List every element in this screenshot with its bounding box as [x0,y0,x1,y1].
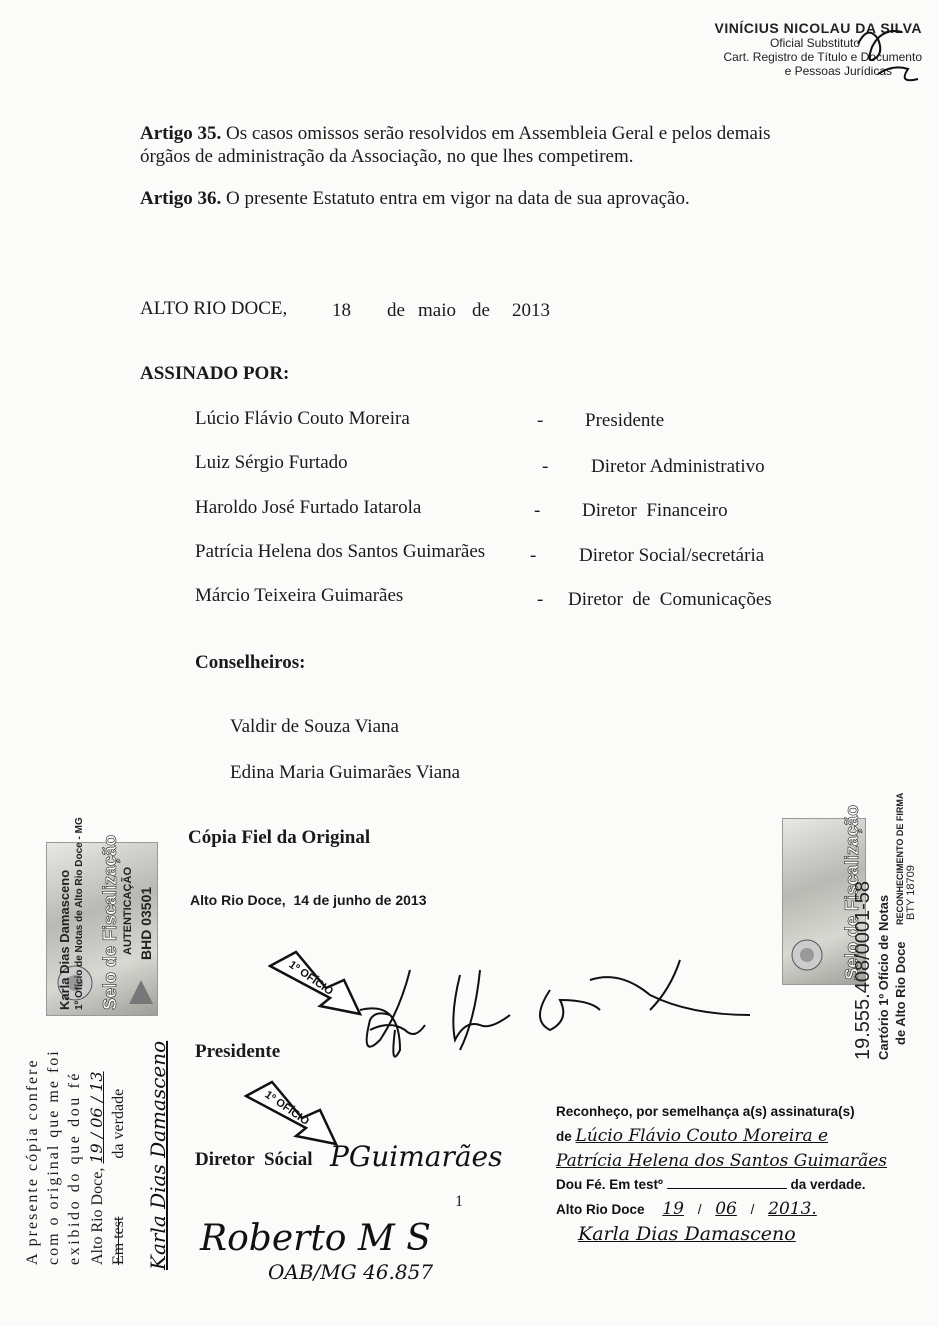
left-cert-line4-prefix: Alto Rio Doce, [89,1167,106,1265]
recog-name1: Lúcio Flávio Couto Moreira e [575,1126,829,1146]
copy-note-title: Cópia Fiel da Original [188,827,371,848]
member-dash: - [530,545,537,566]
date-de-1: de [387,300,405,321]
member-role: Diretor Social/secretária [579,545,765,566]
member-role: Diretor Financeiro [582,500,728,521]
member-name: Patrícia Helena dos Santos Guimarães [195,541,486,562]
recog-day: 19 [662,1199,684,1219]
left-cert-date: 19 / 06 / 13 [87,1071,106,1164]
member-dash: - [542,456,549,477]
member-dash: - [537,410,544,431]
article-number: Artigo 36. [140,188,222,209]
director-signature: PGuimarães [330,1140,503,1173]
left-cert-signature: Karla Dias Damasceno [146,1040,170,1270]
left-cert-line4 [87,1071,107,1265]
recog-name2: Patrícia Helena dos Santos Guimarães [556,1151,888,1171]
notary-title: Oficial Substituto [769,36,860,50]
member-dash: - [537,589,544,610]
member-role: Presidente [585,410,665,431]
left-seal-code: BHD 03501 [138,886,154,960]
member-name: Lúcio Flávio Couto Moreira [195,408,410,429]
member-dash: - [534,500,541,521]
left-cert-line5-suffix: da verdade [110,1088,127,1159]
article-text: Os casos omissos serão resolvidos em Assembleia Geral e pelos demais órgãos de administração da Associação, no que lhes competirem. [140,123,771,167]
president-label: Presidente [195,1041,281,1062]
left-seal-owner: Karla Dias Damasceno [57,869,72,1010]
recog-line3-suffix: da verdade. [790,1177,866,1192]
right-seal-office: Cartório 1º Ofício de Notas [876,894,891,1060]
date-line [140,297,287,320]
notary-name: VINÍCIUS NICOLAU DA SILVA [714,20,922,36]
lawyer-signature: Roberto M S [200,1218,431,1259]
left-seal-title: Selo de Fiscalização [100,834,120,1010]
right-seal-sub: RECONHECIMENTO DE FIRMA [895,792,905,925]
article-36 [140,187,800,210]
notary-initials-signature [838,14,928,94]
right-seal-code: BTY 18709 [905,865,917,920]
recog-line2 [556,1124,906,1149]
recog-line4-prefix: Alto Rio Doce [556,1202,645,1217]
article-35 [140,122,800,168]
date-de-2: de [472,300,490,321]
signed-by-heading: ASSINADO POR: [140,363,290,384]
article-number: Artigo 35. [140,123,222,144]
oficio-stamp-arrow-2 [244,1078,339,1148]
recog-line1: Reconheço, por semelhança a(s) assinatura(s) [556,1104,855,1119]
right-seal-city: de Alto Rio Doce [893,941,908,1045]
article-text: O presente Estatuto entra em vigor na data de sua aprovação. [226,188,690,209]
signature-recognition-stamp [556,1100,906,1246]
left-cert-line3: exibido do que dou fé [66,1070,83,1265]
triangle-logo-icon [127,978,155,1008]
left-cert-line2: com o original que me foi [45,1049,62,1265]
right-seal-number: 19.555.408/0001-58 [852,880,874,1060]
lawyer-oab: OAB/MG 46.857 [268,1260,434,1284]
right-seal-title: Selo de Fiscalização [842,804,862,980]
left-cert-line5 [110,1089,128,1265]
president-signature [340,950,800,1100]
member-name: Luiz Sérgio Furtado [195,452,348,473]
recog-month: 06 [715,1199,737,1219]
council-member: Valdir de Souza Viana [230,716,399,737]
oficio-stamp-label: 1º OFÍCIO [286,958,336,998]
left-cert-line5-prefix: Em test [110,1216,127,1265]
page-number: 1 [455,1193,463,1210]
recog-line3-prefix: Dou Fé. Em testº [556,1177,663,1192]
date-year: 2013 [512,300,550,321]
date-month: maio [418,300,456,321]
recog-line3 [556,1173,906,1197]
recog-signature: Karla Dias Damasceno [578,1223,796,1245]
oficio-stamp-label: 1º OFÍCIO [262,1088,312,1128]
member-name: Márcio Teixeira Guimarães [195,585,404,606]
member-role: Diretor de Comunicações [568,589,772,610]
left-seal-sub: AUTENTICAÇÃO [122,867,134,955]
notary-office: Cart. Registro de Título e Documento [723,50,922,64]
recog-de: de [556,1129,572,1144]
director-label: Diretor Sócial [195,1149,313,1170]
recog-line4: Alto Rio Doce 19 / 06 / 2013. [556,1199,817,1219]
member-name: Haroldo José Furtado Iatarola [195,497,422,518]
recog-year: 2013. [768,1199,817,1219]
council-heading: Conselheiros: [195,652,306,673]
copy-note-date: Alto Rio Doce, 14 de junho de 2013 [190,892,427,908]
council-member: Edina Maria Guimarães Viana [230,762,461,783]
date-place: ALTO RIO DOCE, [140,298,288,319]
left-seal-office: 1º Ofício de Notas de Alto Rio Doce - MG [74,817,85,1010]
date-day: 18 [332,300,351,321]
notary-office-2: e Pessoas Jurídicas [784,64,892,78]
member-role: Diretor Administrativo [591,456,765,477]
left-cert-line1: A presente cópia confere [24,1058,41,1265]
